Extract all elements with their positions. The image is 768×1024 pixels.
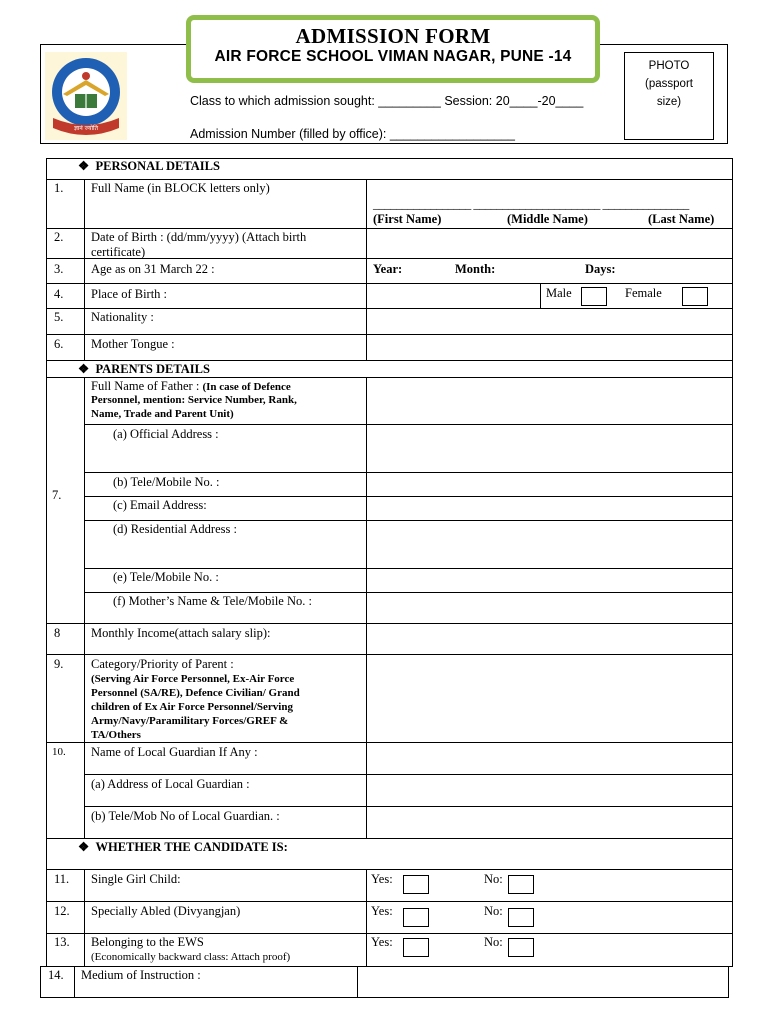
- row-number: 4.: [54, 287, 64, 301]
- father-tele-field[interactable]: [367, 473, 732, 496]
- photo-label-3: size): [656, 96, 682, 108]
- bullet-icon: ❖: [78, 840, 90, 854]
- residential-tele-field[interactable]: [367, 569, 732, 592]
- residential-address-field[interactable]: [367, 521, 732, 568]
- father-name-note-3: Name, Trade and Parent Unit): [91, 408, 234, 420]
- nationality-label: Nationality :: [91, 310, 154, 324]
- father-tele-label: (b) Tele/Mobile No. :: [113, 475, 220, 489]
- yes-label: Yes:: [371, 904, 393, 918]
- official-address-field[interactable]: [367, 425, 732, 472]
- row-number: 6.: [54, 337, 64, 351]
- ews-yes-checkbox[interactable]: [403, 938, 429, 957]
- mother-tongue-field[interactable]: [367, 335, 732, 360]
- full-name-label: Full Name (in BLOCK letters only): [91, 181, 270, 195]
- father-name-field[interactable]: [367, 378, 732, 424]
- gender-male-checkbox[interactable]: [581, 287, 607, 306]
- mother-tongue-label: Mother Tongue :: [91, 337, 175, 351]
- mother-name-field[interactable]: [367, 593, 732, 623]
- age-year-label[interactable]: Year:: [373, 262, 403, 276]
- ews-label: Belonging to the EWS: [91, 935, 204, 949]
- bullet-icon: ❖: [78, 362, 90, 376]
- form-title: ADMISSION FORM: [295, 24, 491, 48]
- photo-box[interactable]: [624, 52, 714, 140]
- single-girl-yes-checkbox[interactable]: [403, 875, 429, 894]
- guardian-tele-field[interactable]: [367, 807, 732, 838]
- row-number: 10.: [52, 746, 66, 758]
- row-number: 8: [54, 626, 61, 640]
- gender-female-checkbox[interactable]: [682, 287, 708, 306]
- row-number: 9.: [54, 657, 64, 671]
- official-address-label: (a) Official Address :: [113, 427, 219, 441]
- category-label: Category/Priority of Parent :: [91, 657, 234, 671]
- single-girl-no-checkbox[interactable]: [508, 875, 534, 894]
- school-name: AIR FORCE SCHOOL VIMAN NAGAR, PUNE -14: [214, 48, 572, 65]
- residential-address-label: (d) Residential Address :: [113, 522, 237, 536]
- bullet-icon: ❖: [78, 159, 90, 173]
- monthly-income-label: Monthly Income(attach salary slip):: [91, 626, 271, 640]
- admission-number-line: Admission Number (filled by office): __________________: [190, 127, 515, 141]
- first-name-caption: (First Name): [373, 212, 442, 226]
- father-name-note-2: Personnel, mention: Service Number, Rank,: [91, 394, 297, 406]
- no-label: No:: [484, 935, 503, 949]
- row-number: 5.: [54, 310, 64, 324]
- nationality-field[interactable]: [367, 309, 732, 334]
- medium-of-instruction-label: Medium of Instruction :: [81, 968, 201, 982]
- category-field[interactable]: [367, 655, 732, 742]
- class-session-line: Class to which admission sought: _________ Session: 20____-20____: [190, 94, 584, 108]
- monthly-income-field[interactable]: [367, 624, 732, 654]
- row-number: 12.: [54, 904, 70, 918]
- section-personal-details: ❖ PERSONAL DETAILS: [78, 159, 220, 173]
- guardian-address-field[interactable]: [367, 775, 732, 806]
- local-guardian-label: Name of Local Guardian If Any :: [91, 745, 258, 759]
- no-label: No:: [484, 904, 503, 918]
- specially-abled-yes-checkbox[interactable]: [403, 908, 429, 927]
- residential-tele-label: (e) Tele/Mobile No. :: [113, 570, 219, 584]
- gender-male-label: Male: [546, 286, 572, 300]
- ews-note: (Economically backward class: Attach proof): [91, 951, 291, 963]
- dob-label: Date of Birth : (dd/mm/yyyy) (Attach birth: [91, 230, 307, 244]
- mother-name-label: (f) Mother’s Name & Tele/Mobile No. :: [113, 594, 312, 608]
- guardian-address-label: (a) Address of Local Guardian :: [91, 777, 250, 791]
- section-parents-details: ❖ PARENTS DETAILS: [78, 362, 210, 376]
- last-name-caption: (Last Name): [648, 212, 715, 226]
- row-number: 14.: [48, 968, 64, 982]
- row-number: 11.: [54, 872, 70, 886]
- middle-name-caption: (Middle Name): [507, 212, 588, 226]
- school-logo-icon: [45, 52, 127, 140]
- age-month-label[interactable]: Month:: [455, 262, 496, 276]
- place-of-birth-field[interactable]: [367, 284, 540, 308]
- email-field[interactable]: [367, 497, 732, 520]
- category-note-3: children of Ex Air Force Personnel/Serving: [91, 701, 293, 713]
- logo-motto: ज्ञानं ज्योति: [73, 125, 99, 132]
- yes-label: Yes:: [371, 872, 393, 886]
- gender-female-label: Female: [625, 286, 662, 300]
- row-number: 2.: [54, 230, 64, 244]
- row-number: 13.: [54, 935, 70, 949]
- age-days-label[interactable]: Days:: [585, 262, 616, 276]
- row-number: 1.: [54, 181, 64, 195]
- specially-abled-label: Specially Abled (Divyangjan): [91, 904, 241, 918]
- title-banner: [186, 15, 600, 83]
- email-label: (c) Email Address:: [113, 498, 207, 512]
- category-note-4: Army/Navy/Paramilitary Forces/GREF &: [91, 715, 289, 727]
- medium-of-instruction-field[interactable]: [358, 967, 728, 997]
- photo-label-2: (passport: [645, 78, 693, 90]
- guardian-tele-label: (b) Tele/Mob No of Local Guardian. :: [91, 809, 280, 823]
- ews-no-checkbox[interactable]: [508, 938, 534, 957]
- yes-label: Yes:: [371, 935, 393, 949]
- dob-field[interactable]: [367, 229, 732, 258]
- category-note-2: Personnel (SA/RE), Defence Civilian/ Grand: [91, 687, 300, 699]
- dob-label-2: certificate): [91, 245, 146, 259]
- photo-label: PHOTO: [648, 60, 690, 72]
- category-note-5: TA/Others: [91, 729, 141, 741]
- no-label: No:: [484, 872, 503, 886]
- category-note-1: (Serving Air Force Personnel, Ex-Air Force: [91, 673, 295, 685]
- single-girl-label: Single Girl Child:: [91, 872, 181, 886]
- local-guardian-field[interactable]: [367, 743, 732, 774]
- father-name-label: Full Name of Father : (In case of Defence: [91, 379, 291, 393]
- specially-abled-no-checkbox[interactable]: [508, 908, 534, 927]
- age-label: Age as on 31 March 22 :: [91, 262, 215, 276]
- full-name-blank-lines[interactable]: _________________ ______________________ _______________: [373, 197, 689, 211]
- section-candidate: ❖ WHETHER THE CANDIDATE IS:: [78, 840, 288, 854]
- row-number: 7.: [52, 488, 62, 502]
- row-number: 3.: [54, 262, 64, 276]
- place-of-birth-label: Place of Birth :: [91, 287, 168, 301]
